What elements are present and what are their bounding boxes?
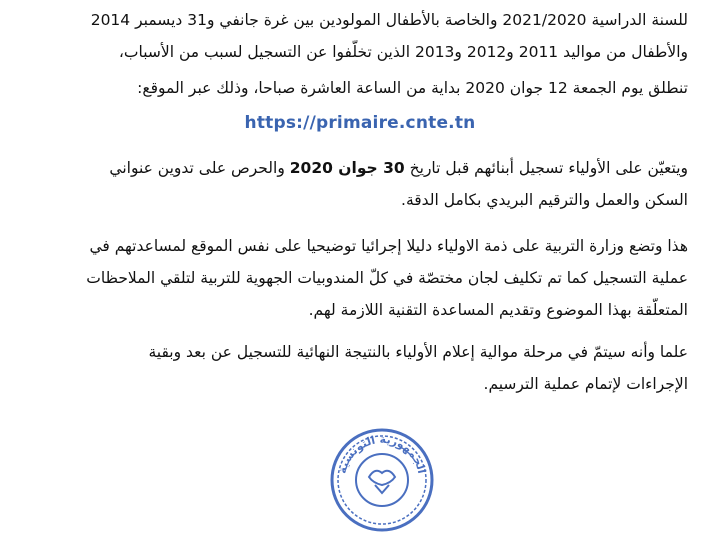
paragraph3-line2: عملية التسجيل كما تم تكليف لجان مختصّة في كلّ المندوبيات الجهوية للتربية لتلقي الملاحظات xyxy=(86,269,688,287)
paragraph2-line1-after: والحرص على تدوين عنواني xyxy=(109,159,290,177)
paragraph2-line1-before: ويتعيّن على الأولياء تسجيل أبنائهم قبل تاريخ xyxy=(404,159,688,177)
paragraph1-line2: والأطفال من مواليد 2011 و2012 و2013 الذين تخلّفوا عن التسجيل لسبب من الأسباب، xyxy=(118,43,688,61)
paragraph2-line2: السكن والعمل والترقيم البريدي بكامل الدقة. xyxy=(401,191,688,209)
deadline-date: 30 جوان 2020 xyxy=(289,159,405,177)
registration-link[interactable]: https://primaire.cnte.tn xyxy=(244,113,476,133)
stamp-text: الجمهورية التونسية xyxy=(335,432,429,475)
paragraph1-line1: للسنة الدراسية 2021/2020 والخاصة بالأطفال المولودين بين غرة جانفي و31 ديسمبر 2014 xyxy=(90,11,688,29)
paragraph2-line1 xyxy=(30,156,688,180)
paragraph4-line1: علما وأنه سيتمّ في مرحلة موالية إعلام الأولياء بالنتيجة النهائية للتسجيل عن بعد وبقية xyxy=(148,343,688,361)
paragraph3-line1: هذا وتضع وزارة التربية على ذمة الاولياء دليلا إجرائيا توضيحيا على نفس الموقع لمساعدتهم في xyxy=(89,237,688,255)
stamp-seal-icon xyxy=(327,425,437,535)
paragraph3-line3: المتعلّقة بهذا الموضوع وتقديم المساعدة التقنية اللازمة لهم. xyxy=(308,301,688,319)
paragraph1-line3: تنطلق يوم الجمعة 12 جوان 2020 بداية من الساعة العاشرة صباحا، وذلك عبر الموقع: xyxy=(137,79,688,97)
official-stamp xyxy=(327,425,437,535)
paragraph4-line2: الإجراءات لإتمام عملية الترسيم. xyxy=(483,375,688,393)
